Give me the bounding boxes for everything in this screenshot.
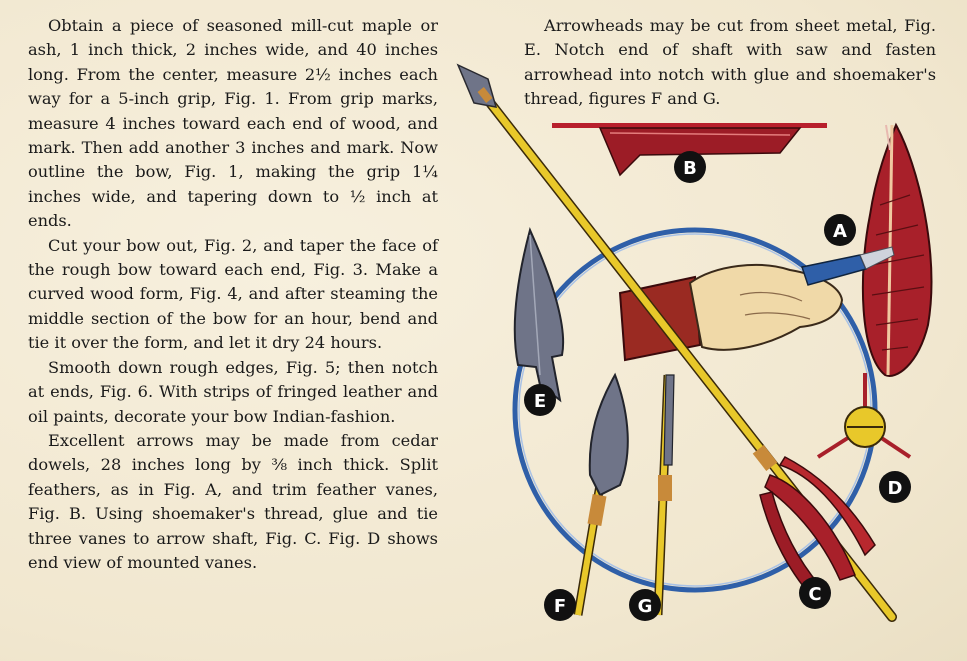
label-b-text: B — [683, 158, 697, 179]
arrow-f — [578, 375, 628, 615]
split-feather — [863, 125, 932, 376]
label-f — [544, 589, 576, 621]
hand-with-knife — [620, 247, 894, 360]
label-b — [674, 151, 706, 183]
label-g-text: G — [637, 596, 653, 617]
label-c — [799, 577, 831, 609]
label-a-text: A — [833, 221, 847, 242]
arrow-g — [658, 375, 674, 615]
left-text-column — [28, 14, 438, 575]
paragraph-bow-cut: Cut your bow out, Fig. 2, and taper the face of the rough bow toward each end, Fig. 3. Make a curved wood form, Fig. 4, and after steaming the middle section of the bow for an hour, bend and tie it over the form, and let it dry 24 hours. — [28, 235, 438, 353]
label-d-text: D — [887, 478, 903, 499]
arrow-making-illustration — [440, 55, 967, 661]
label-g — [629, 589, 661, 621]
paragraph-bow-measure: Obtain a piece of seasoned mill-cut maple or ash, 1 inch thick, 2 inches wide, and 40 inches long. From the center, measure 2½ inches each way for a 5-inch grip, Fig. 1. From grip marks, measure 4 inches toward each end of wood, and mark. Then add another 3 inches and mark. Now outline the bow, Fig. 1, making the grip 1¼ inches wide, and tapering down to ½ inch at ends. — [28, 16, 438, 231]
label-d — [879, 471, 911, 503]
label-a — [824, 214, 856, 246]
paragraph-arrowheads: Arrowheads may be cut from sheet metal, Fig. E. Notch end of shaft with saw and fasten arrowhead into notch with glue and shoemaker's thread, figures F and G. — [524, 16, 936, 109]
label-e-text: E — [533, 391, 547, 412]
paragraph-bow-finish: Smooth down rough edges, Fig. 5; then notch at ends, Fig. 6. With strips of fringed leather and oil paints, decorate your bow Indian-fashion. — [28, 357, 438, 426]
label-e — [524, 384, 556, 416]
label-f-text: F — [553, 596, 567, 617]
label-c-text: C — [808, 584, 822, 605]
end-view-vanes — [818, 373, 910, 457]
paragraph-arrows: Excellent arrows may be made from cedar dowels, 28 inches long by ⅜ inch thick. Split feathers, as in Fig. A, and trim feather vanes, Fig. B. Using shoemaker's thread, glue and tie three vanes to arrow shaft, Fig. C. Fig. D shows end view of mounted vanes. — [28, 430, 438, 572]
